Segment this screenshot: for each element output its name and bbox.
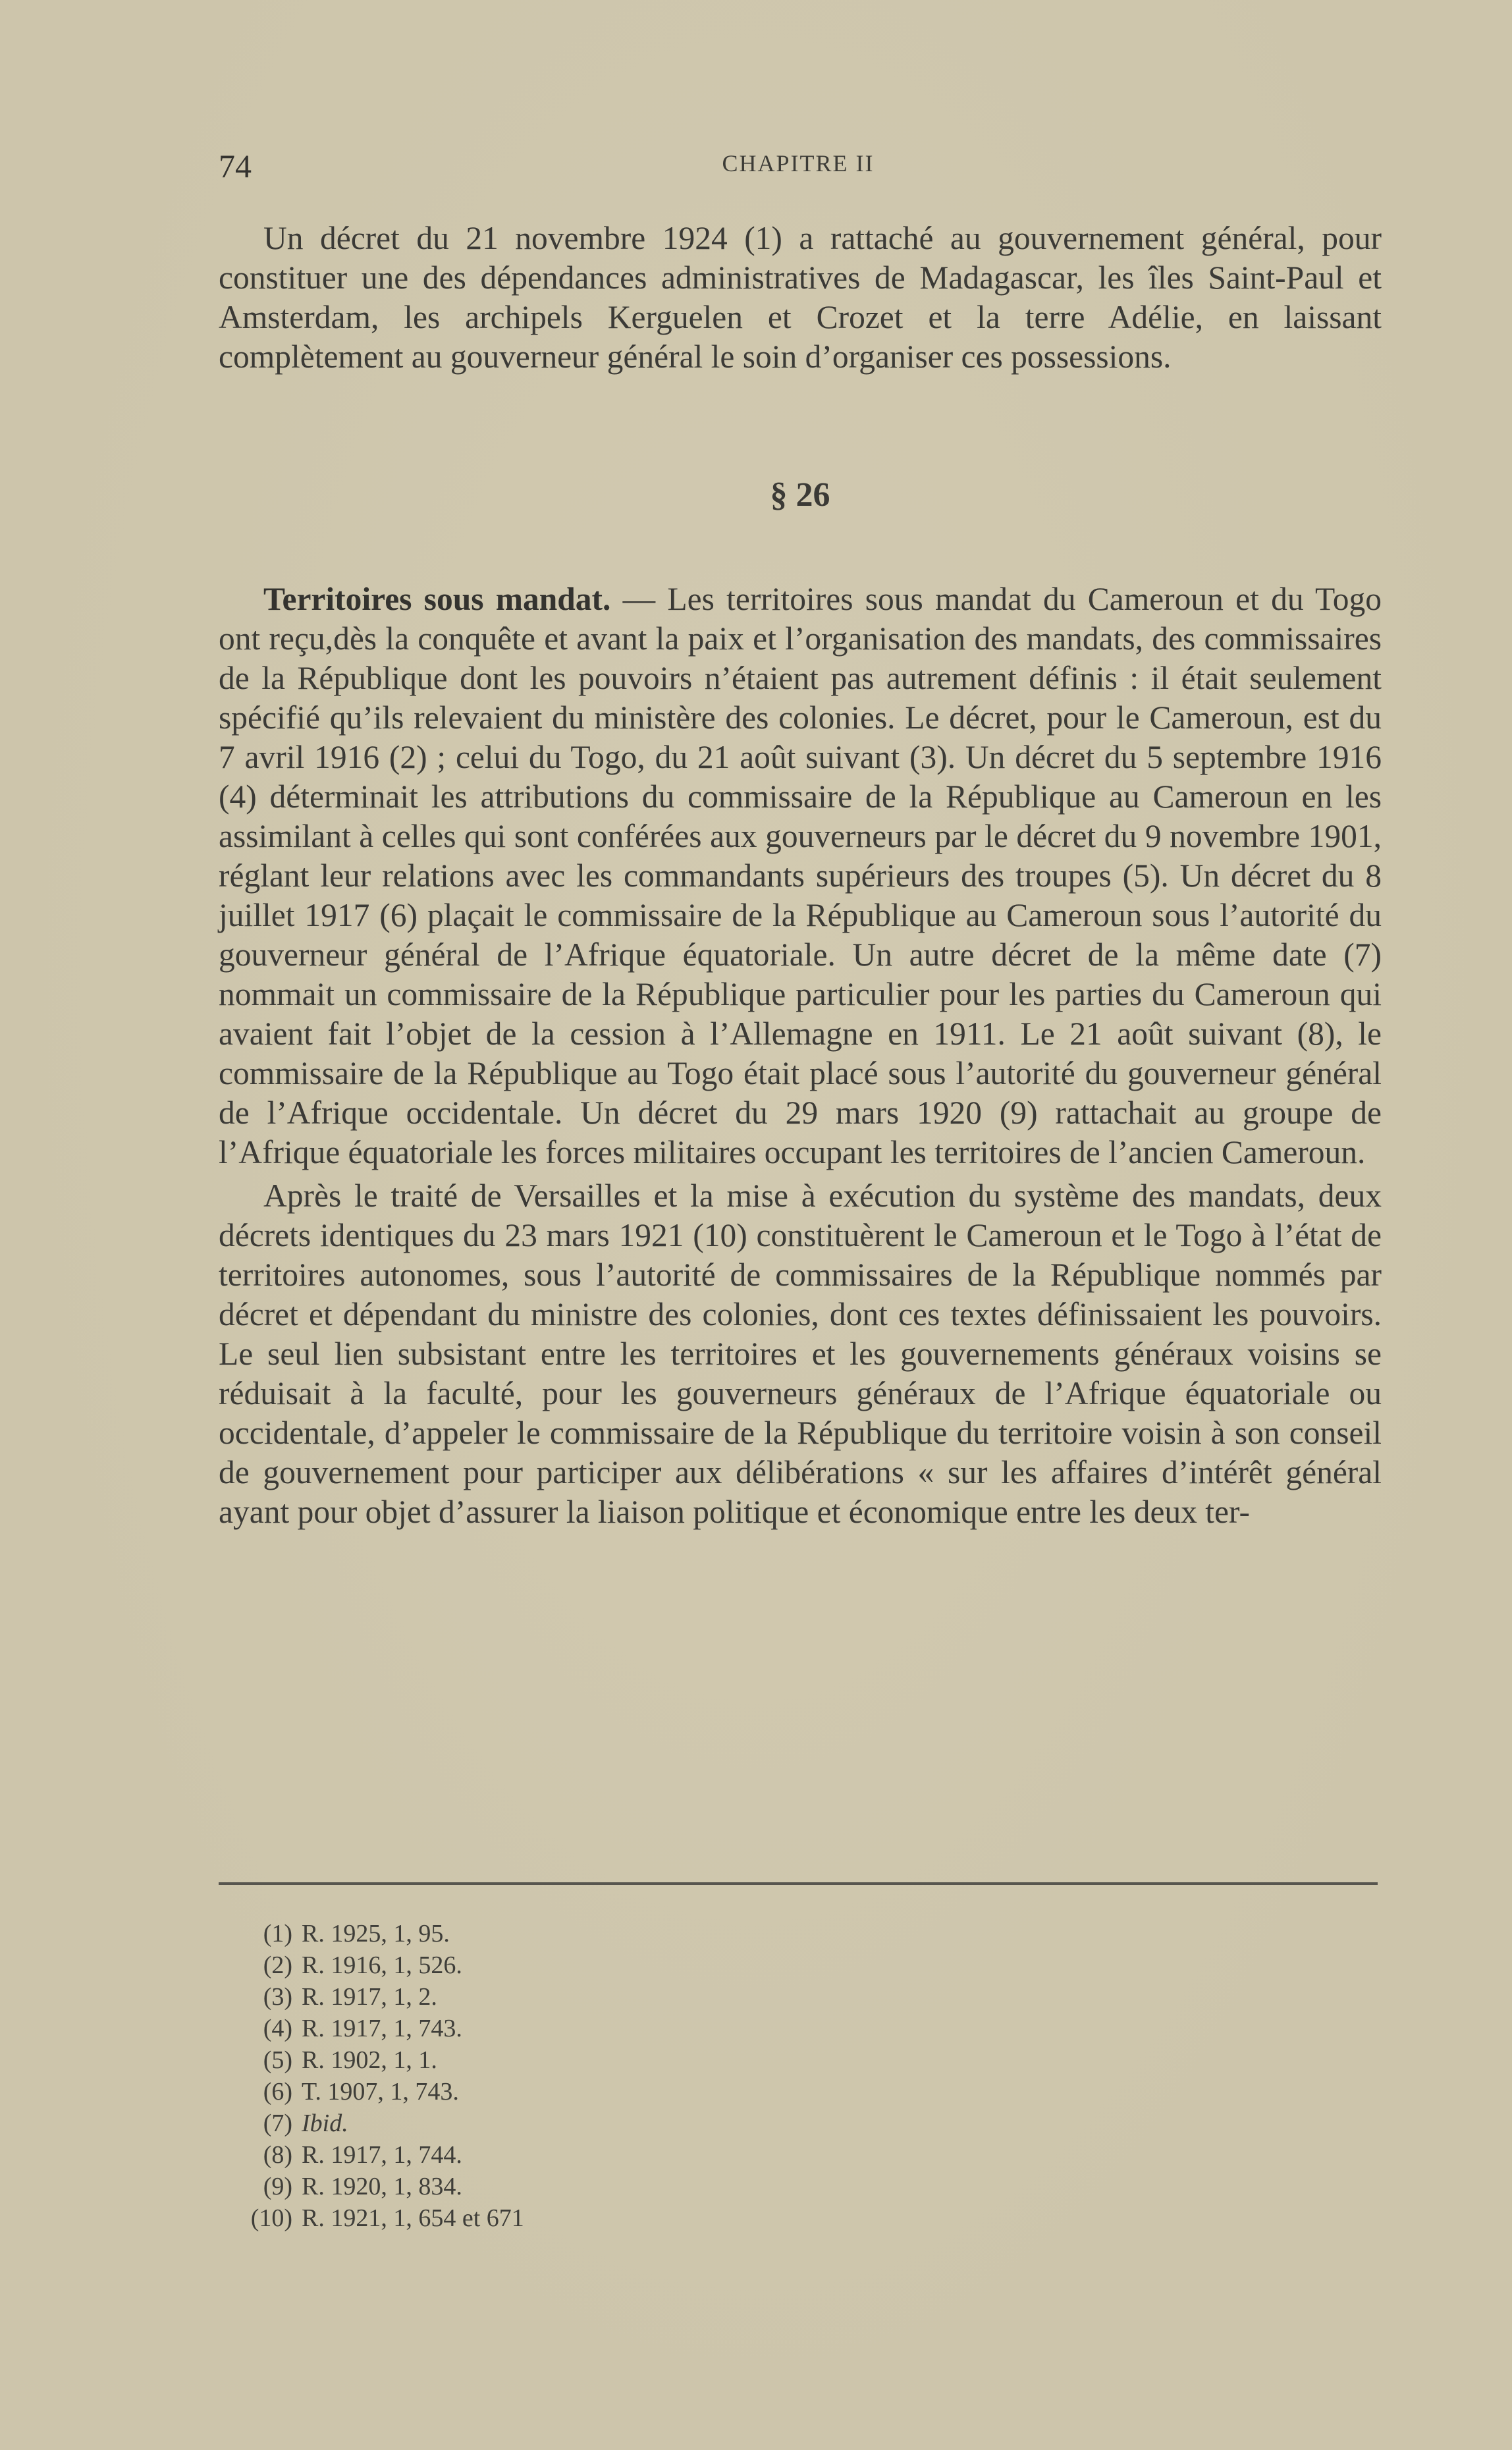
footnote-number: (2) <box>263 1951 292 1979</box>
footnote <box>232 2202 1022 2234</box>
footnote-number: (3) <box>263 1983 292 2011</box>
footnote-text: T. 1907, 1, 743. <box>302 2078 459 2106</box>
footnote-number: (4) <box>263 2015 292 2042</box>
footnote-number: (7) <box>263 2110 292 2137</box>
paragraph-2-text: — Les territoires sous mandat du Cameroun et du Togo ont reçu,dès la conquête et avant la paix et l’organisation des mandats, des commissaires de la République dont les pouvoirs n’étaient pas autrement définis : il était seulement spécifié qu’ils relevaient du ministère des colonies. Le décret, pour le Cameroun, est du 7 avril 1916 (2) ; celui du Togo, du 21 août suivant (3). Un décret du 5 septembre 1916 (4) déterminait les attributions du commissaire de la République au Cameroun en les assimilant à celles qui sont conférées aux gouverneurs par le décret du 9 novembre 1901, réglant leur relations avec les commandants supérieurs des troupes (5). Un décret du 8 juillet 1917 (6) plaçait le commissaire de la République au Cameroun sous l’autorité du gouverneur général de l’Afrique équatoriale. Un autre décret de la même date (7) nommait un commissaire de la République particulier pour les parties du Cameroun qui avaient fait l’objet de la cession à l’Allemagne en 1911. Le 21 août suivant (8), le commissaire de la République au Togo était placé sous l’autorité du gouverneur général de l’Afrique occidentale. Un décret du 29 mars 1920 (9) rattachait au groupe de l’Afrique équatoriale les forces militaires occupant les territoires de l’ancien Cameroun. <box>219 581 1382 1170</box>
footnote <box>232 2171 1022 2202</box>
footnote-text: R. 1917, 1, 2. <box>302 1983 437 2011</box>
footnote-text: R. 1921, 1, 654 et 671 <box>302 2204 524 2232</box>
footnote-divider <box>219 1882 1378 1885</box>
footnote-number: (1) <box>263 1920 292 1947</box>
footnote-text: R. 1920, 1, 834. <box>302 2173 462 2200</box>
paragraph-1: Un décret du 21 novembre 1924 (1) a rattaché au gouvernement général, pour constituer une des dépendances administratives de Madagascar, les îles Saint-Paul et Amsterdam, les archipels Kerguelen et Crozet et la terre Adélie, en laissant complètement au gouverneur général le soin d’organiser ces possessions. <box>219 220 1382 375</box>
footnote-number: (5) <box>263 2046 292 2074</box>
paragraph-1-block <box>219 219 1382 377</box>
section-body <box>219 580 1382 1532</box>
paragraph-2 <box>219 580 1382 1172</box>
footnote <box>232 2044 1022 2076</box>
footnote-text: R. 1902, 1, 1. <box>302 2046 437 2074</box>
footnote <box>232 1918 1022 1949</box>
footnotes <box>232 1918 1022 2234</box>
section-heading: § 26 <box>770 476 830 514</box>
footnote-text: R. 1917, 1, 743. <box>302 2015 462 2042</box>
footnote <box>232 1981 1022 2013</box>
footnote-number: (6) <box>263 2078 292 2106</box>
paragraph-2-lead: Territoires sous mandat. <box>263 581 611 617</box>
footnote-text: Ibid. <box>302 2110 348 2137</box>
footnote <box>232 2076 1022 2108</box>
footnote-number: (8) <box>263 2141 292 2169</box>
footnote-text: R. 1916, 1, 526. <box>302 1951 462 1979</box>
paragraph-3: Après le traité de Versailles et la mise à exécution du système des mandats, deux décrets identiques du 23 mars 1921 (10) constituèrent le Cameroun et le Togo à l’état de territoires autonomes, sous l’autorité de commissaires de la République nommés par décret et dépendant du ministre des colonies, dont ces textes définissaient les pouvoirs. Le seul lien subsistant entre les territoires et les gouvernements généraux voisins se réduisait à la faculté, pour les gouverneurs généraux de l’Afrique équatoriale ou occidentale, d’appeler le commissaire de la République du territoire voisin à son conseil de gouvernement pour participer aux délibérations « sur les affaires d’intérêt général ayant pour objet d’assurer la liaison politique et économique entre les deux ter- <box>219 1178 1382 1530</box>
page-number: 74 <box>219 148 252 184</box>
footnote-number: (10) <box>250 2204 292 2232</box>
footnote-text: R. 1917, 1, 744. <box>302 2141 462 2169</box>
footnote-text: R. 1925, 1, 95. <box>302 1920 450 1947</box>
footnote <box>232 2108 1022 2139</box>
footnote <box>232 2013 1022 2044</box>
footnote <box>232 2139 1022 2171</box>
running-head: CHAPITRE II <box>722 150 875 177</box>
footnote <box>232 1949 1022 1981</box>
page-header <box>219 142 1378 188</box>
footnote-number: (9) <box>263 2173 292 2200</box>
